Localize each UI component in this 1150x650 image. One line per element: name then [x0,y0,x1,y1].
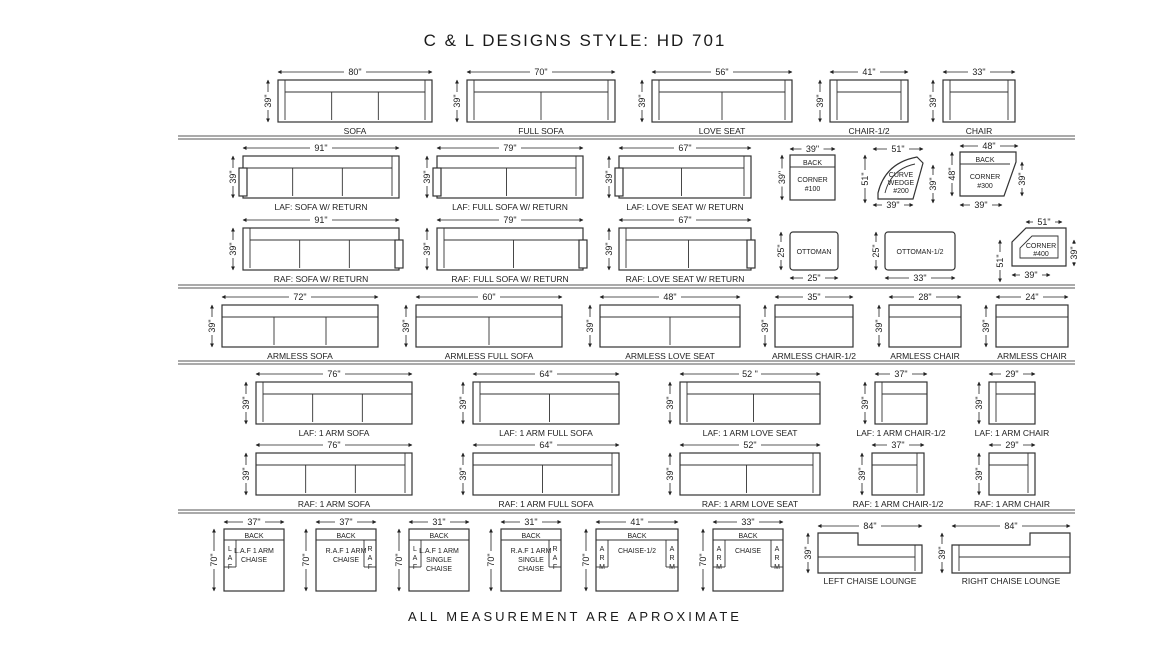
arm-letter: A [716,546,722,553]
width-dimension-label: 41" [630,517,644,527]
piece-label: RAF: SOFA W/ RETURN [273,274,369,284]
piece-corner-100 [776,143,835,200]
width-dimension-label: 67" [678,215,692,225]
piece-label: ARMLESS LOVE SEAT [625,351,715,361]
inner-label: CHAISE [734,548,762,555]
width-dimension-label: 29" [1005,440,1019,450]
piece-left-chaise-lounge [802,520,922,586]
footer-note: ALL MEASUREMENT ARE APROXIMATE [408,609,742,624]
depth-dimension-label: 39" [857,467,867,481]
width-dimension-label: 31" [432,517,446,527]
depth-dimension-label: 39" [665,396,675,410]
depth-dimension-label: 39" [422,242,432,256]
back-label: BACK [802,160,823,167]
arm-letter: R [716,555,722,562]
back-label: BACK [975,157,995,164]
arm-letter: R [552,546,558,553]
depth-dimension-label: 39" [928,94,938,108]
piece-label: ARMLESS FULL SOFA [444,351,534,361]
arm-letter: A [599,546,605,553]
inner-label: #100 [804,186,821,193]
width-dimension-label: 24" [1025,292,1039,302]
depth-dimension-label: 39" [1069,246,1079,260]
depth-dimension-label: 39" [937,546,947,560]
piece-label: LAF: 1 ARM FULL SOFA [499,428,593,438]
width-dimension-label: 33" [741,517,755,527]
arm-letter: M [669,564,675,571]
back-label: BACK [429,533,449,540]
piece-l-a-f-1-arm-single-chaise [393,516,469,591]
piece-chair-1-2 [814,66,908,136]
width-dimension-label: 33" [913,273,927,283]
back-label: BACK [738,533,758,540]
piece-love-seat [636,66,792,136]
depth-dimension-label: 48" [947,167,957,181]
inner-label: CORNER [1025,243,1057,250]
piece-chaise [697,516,783,591]
inner-label: SINGLE [518,557,544,564]
piece-chaise-1-2 [580,516,678,591]
width-dimension-label: 33" [972,67,986,77]
width-dimension-label: 76" [327,440,341,450]
depth-dimension-label: 25" [776,244,786,258]
piece-raf-1-arm-sofa [240,439,412,509]
piece-label: RAF: 1 ARM CHAIR [973,499,1051,509]
piece-laf-1-arm-sofa [240,368,412,438]
piece-label: RAF: FULL SOFA W/ RETURN [451,274,569,284]
depth-dimension-label: 39" [263,94,273,108]
piece-laf-1-arm-love-seat [664,368,820,438]
width-dimension-label: 48" [982,141,996,151]
width-dimension-label: 67" [678,143,692,153]
piece-r-a-f-1-arm-chaise [300,516,376,591]
depth-dimension-label: 39" [401,319,411,333]
piece-laf-sofa-w-return [227,142,399,212]
piece-chair [927,66,1015,136]
piece-label: RAF: 1 ARM FULL SOFA [498,499,594,509]
width-dimension-label: 37" [891,440,905,450]
depth-dimension-label: 39" [815,94,825,108]
width-dimension-label: 37" [339,517,353,527]
inner-label: CHAISE [332,557,360,564]
width-dimension-label: 39" [1024,270,1038,280]
inner-label: #200 [893,188,909,195]
piece-r-a-f-1-arm-single-chaise [485,516,561,591]
piece-right-chaise-lounge [936,520,1070,586]
width-dimension-label: 37" [894,369,908,379]
depth-dimension-label: 39" [637,94,647,108]
width-dimension-label: 52" [743,440,757,450]
depth-dimension-label: 39" [665,467,675,481]
piece-label: RAF: 1 ARM SOFA [297,499,371,509]
inner-label: R.A.F 1 ARM [510,548,552,555]
back-label: BACK [336,533,356,540]
piece-sofa [262,66,432,136]
width-dimension-label: 37" [247,517,261,527]
piece-label: LAF: LOVE SEAT W/ RETURN [626,202,744,212]
width-dimension-label: 79" [503,143,517,153]
width-dimension-label: 84" [1004,521,1018,531]
piece-label: RAF: 1 ARM LOVE SEAT [701,499,799,509]
arm-letter: A [669,546,675,553]
piece-label: LAF: 1 ARM CHAIR [974,428,1050,438]
piece-corner-400 [994,216,1080,282]
piece-label: RAF: LOVE SEAT W/ RETURN [625,274,745,284]
piece-armless-full-sofa [400,291,562,361]
piece-ottoman-1-2 [870,232,955,283]
width-dimension-label: 52 " [742,369,758,379]
inner-label: #300 [977,183,993,190]
piece-label: LAF: 1 ARM SOFA [298,428,370,438]
piece-raf-1-arm-chair-1-2 [853,439,944,509]
arm-letter: F [412,564,418,571]
inner-label: CHAISE-1/2 [617,548,657,555]
width-dimension-label: 72" [293,292,307,302]
width-dimension-label: 48" [663,292,677,302]
piece-label: LOVE SEAT [698,126,746,136]
inner-label: CHAISE [240,557,268,564]
piece-raf-1-arm-love-seat [664,439,820,509]
piece-label: RIGHT CHAISE LOUNGE [961,576,1061,586]
depth-dimension-label: 39" [228,170,238,184]
back-label: BACK [521,533,541,540]
arm-letter: M [774,564,780,571]
inner-label: CURVE [888,172,914,179]
piece-raf-full-sofa-w-return [421,214,587,284]
piece-label: RAF: 1 ARM CHAIR-1/2 [852,499,944,509]
depth-dimension-label: 70" [486,553,496,567]
depth-dimension-label: 39" [452,94,462,108]
back-label: BACK [627,533,647,540]
width-dimension-label: 31" [524,517,538,527]
piece-full-sofa [451,66,615,136]
back-label: BACK [244,533,264,540]
arm-letter: L [413,546,417,553]
piece-laf-love-seat-w-return [603,142,751,212]
depth-dimension-label: 39" [760,319,770,333]
arm-letter: M [599,564,605,571]
depth-dimension-label: 70" [209,553,219,567]
inner-label: WEDGE [887,180,915,187]
width-dimension-label: 39" [886,200,900,210]
depth-dimension-label: 39" [228,242,238,256]
depth-dimension-label: 70" [698,553,708,567]
width-dimension-label: 76" [327,369,341,379]
piece-label: ARMLESS CHAIR [997,351,1067,361]
piece-raf-1-arm-full-sofa [457,439,619,509]
arm-letter: R [367,546,373,553]
depth-dimension-label: 39" [874,319,884,333]
width-dimension-label: 91" [314,215,328,225]
piece-laf-1-arm-chair [973,368,1049,438]
arm-letter: F [227,564,233,571]
depth-dimension-label: 39" [458,467,468,481]
depth-dimension-label: 39" [241,396,251,410]
depth-dimension-label: 39" [422,170,432,184]
depth-dimension-label: 39" [860,396,870,410]
inner-label: CORNER [969,174,1001,181]
inner-label: OTTOMAN [796,249,832,256]
page-title: C & L DESIGNS STYLE: HD 701 [423,31,727,50]
piece-curve-wedge-200 [859,143,939,210]
arm-letter: R [669,555,675,562]
arm-letter: R [599,555,605,562]
depth-dimension-label: 39" [458,396,468,410]
inner-label: L.A.F 1 ARM [234,548,274,555]
piece-armless-chair-1-2 [759,291,856,361]
width-dimension-label: 41" [862,67,876,77]
piece-label: LAF: FULL SOFA W/ RETURN [452,202,568,212]
depth-dimension-label: 39" [974,467,984,481]
width-dimension-label: 79" [503,215,517,225]
width-dimension-label: 29" [1005,369,1019,379]
inner-label: CHAISE [517,566,545,573]
piece-laf-full-sofa-w-return [421,142,583,212]
depth-dimension-label: 39" [1017,172,1027,186]
piece-l-a-f-1-arm-chaise [208,516,284,591]
depth-dimension-label: 39" [981,319,991,333]
piece-corner-300 [946,140,1028,210]
arm-letter: A [774,546,780,553]
inner-label: CORNER [797,177,828,184]
width-dimension-label: 64" [539,440,553,450]
piece-armless-chair [980,291,1068,361]
arm-letter: L [228,546,232,553]
piece-label: ARMLESS CHAIR [890,351,960,361]
width-dimension-label: 39" [805,144,820,154]
inner-label: L.A.F 1 ARM [419,548,459,555]
piece-label: ARMLESS CHAIR-1/2 [771,351,857,361]
piece-label: SOFA [343,126,367,136]
depth-dimension-label: 39" [207,319,217,333]
piece-raf-sofa-w-return [227,214,403,284]
piece-laf-1-arm-full-sofa [457,368,619,438]
piece-label: FULL SOFA [518,126,564,136]
depth-dimension-label: 51" [860,172,870,186]
depth-dimension-label: 39" [777,170,787,185]
width-dimension-label: 80" [348,67,362,77]
width-dimension-label: 60" [482,292,496,302]
arm-letter: A [412,555,418,562]
depth-dimension-label: 39" [803,546,813,560]
piece-label: ARMLESS SOFA [267,351,333,361]
inner-label: R.A.F 1 ARM [325,548,367,555]
width-dimension-label: 35" [807,292,821,302]
arm-letter: A [552,555,558,562]
piece-laf-1-arm-chair-1-2 [856,368,946,438]
piece-label: LAF: 1 ARM LOVE SEAT [702,428,798,438]
piece-raf-love-seat-w-return [603,214,755,284]
depth-dimension-label: 39" [928,177,938,191]
piece-armless-chair [873,291,961,361]
width-dimension-label: 70" [534,67,548,77]
depth-dimension-label: 70" [394,553,404,567]
width-dimension-label: 84" [863,521,877,531]
inner-label: OTTOMAN-1/2 [896,249,944,256]
width-dimension-label: 64" [539,369,553,379]
inner-label: CHAISE [425,566,453,573]
arm-letter: A [227,555,233,562]
width-dimension-label: 39" [974,200,988,210]
width-dimension-label: 51" [891,144,905,154]
depth-dimension-label: 39" [241,467,251,481]
depth-dimension-label: 39" [974,396,984,410]
piece-label: LAF: SOFA W/ RETURN [274,202,368,212]
inner-label: SINGLE [426,557,452,564]
width-dimension-label: 28" [918,292,932,302]
width-dimension-label: 56" [715,67,729,77]
depth-dimension-label: 51" [995,254,1005,268]
depth-dimension-label: 70" [301,553,311,567]
piece-raf-1-arm-chair [973,439,1050,509]
inner-label: #400 [1033,251,1049,258]
piece-ottoman [775,232,838,283]
depth-dimension-label: 39" [604,170,614,184]
piece-label: LAF: 1 ARM CHAIR-1/2 [856,428,946,438]
arm-letter: R [774,555,780,562]
depth-dimension-label: 39" [585,319,595,333]
depth-dimension-label: 25" [871,244,881,258]
piece-label: LEFT CHAISE LOUNGE [823,576,917,586]
piece-armless-sofa [206,291,378,361]
width-dimension-label: 51" [1037,217,1051,227]
piece-label: CHAIR [965,126,993,136]
arm-letter: F [552,564,558,571]
arm-letter: A [367,555,373,562]
piece-armless-love-seat [584,291,740,361]
width-dimension-label: 25" [807,273,821,283]
depth-dimension-label: 39" [604,242,614,256]
width-dimension-label: 91" [314,143,328,153]
piece-label: CHAIR-1/2 [848,126,890,136]
arm-letter: M [716,564,722,571]
arm-letter: F [367,564,373,571]
depth-dimension-label: 70" [581,553,591,567]
